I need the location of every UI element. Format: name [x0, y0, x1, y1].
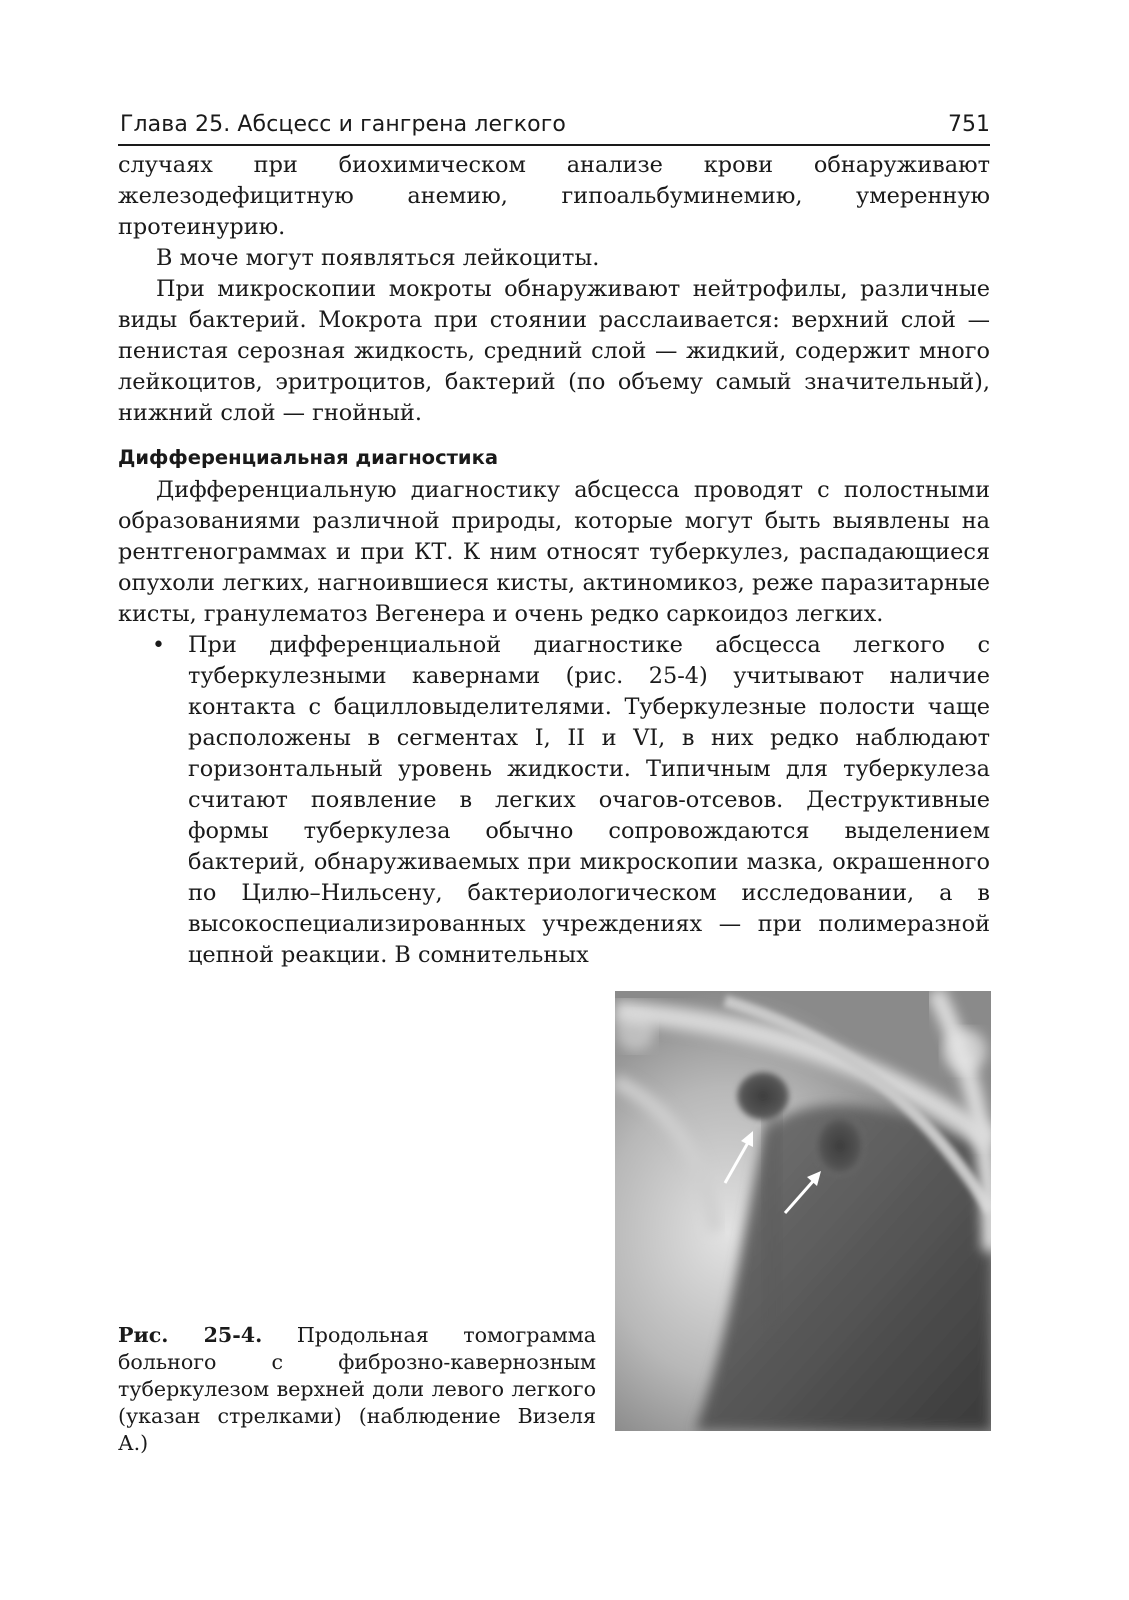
- figure-caption: [118, 1322, 596, 1457]
- figure-label: Рис. 25-4.: [118, 1323, 263, 1347]
- paragraph-continued: случаях при биохимическом анализе крови обнаруживают железодефицитную анемию, гипоальбуминемию, умеренную протеинурию.: [118, 152, 990, 240]
- paragraph-sputum: При микроскопии мокроты обнаруживают нейтрофилы, различные виды бактерий. Мокрота при стоянии расслаивается: верхний слой — пенистая серозная жидкость, средний слой — жидкий, содержит много лейкоцитов, эритроцитов, бактерий (по объему самый значительный), нижний слой — гнойный.: [118, 276, 990, 426]
- main-text: [118, 150, 990, 971]
- bullet-list: [118, 630, 990, 971]
- tomogram-image: [615, 991, 991, 1431]
- paragraph-urine: В моче могут появляться лейкоциты.: [156, 245, 600, 271]
- bullet-marker: •: [152, 633, 165, 658]
- caption-text: Продольная томограмма больного с фиброзно-кавернозным туберкулезом верхней доли левого легкого (указан стрелками) (наблюдение Визеля А.): [118, 1323, 597, 1455]
- chapter-title: Глава 25. Абсцесс и гангрена легкого: [120, 112, 566, 137]
- list-item: [118, 630, 990, 971]
- running-header: [118, 106, 990, 146]
- section-heading: Дифференциальная диагностика: [118, 446, 498, 469]
- paragraph-differential: Дифференциальную диагностику абсцесса проводят с полостными образованиями различной природы, которые могут быть выявлены на рентгенограммах и при КТ. К ним относят туберкулез, распадающиеся опухоли легких, нагноившиеся кисты, актиномикоз, реже паразитарные кисты, гранулематоз Вегенера и очень редко саркоидоз легких.: [118, 477, 990, 627]
- bullet-text: При дифференциальной диагностике абсцесса легкого с туберкулезными кавернами (рис. 25-4) учитывают наличие контакта с бацилловыделителями. Туберкулезные полости чаще расположены в сегментах I, II и VI, в них редко наблюдают горизонтальный уровень жидкости. Типичным для туберкулеза считают появление в легких очагов-отсевов. Деструктивные формы туберкулеза обычно сопровождаются выделением бактерий, обнаруживаемых при микроскопии мазка, окрашенного по Цилю–Нильсену, бактериологическом исследовании, а в высокоспециализированных учреждениях — при полимеразной цепной реакции. В сомнительных: [188, 632, 990, 968]
- page-number: 751: [948, 112, 990, 137]
